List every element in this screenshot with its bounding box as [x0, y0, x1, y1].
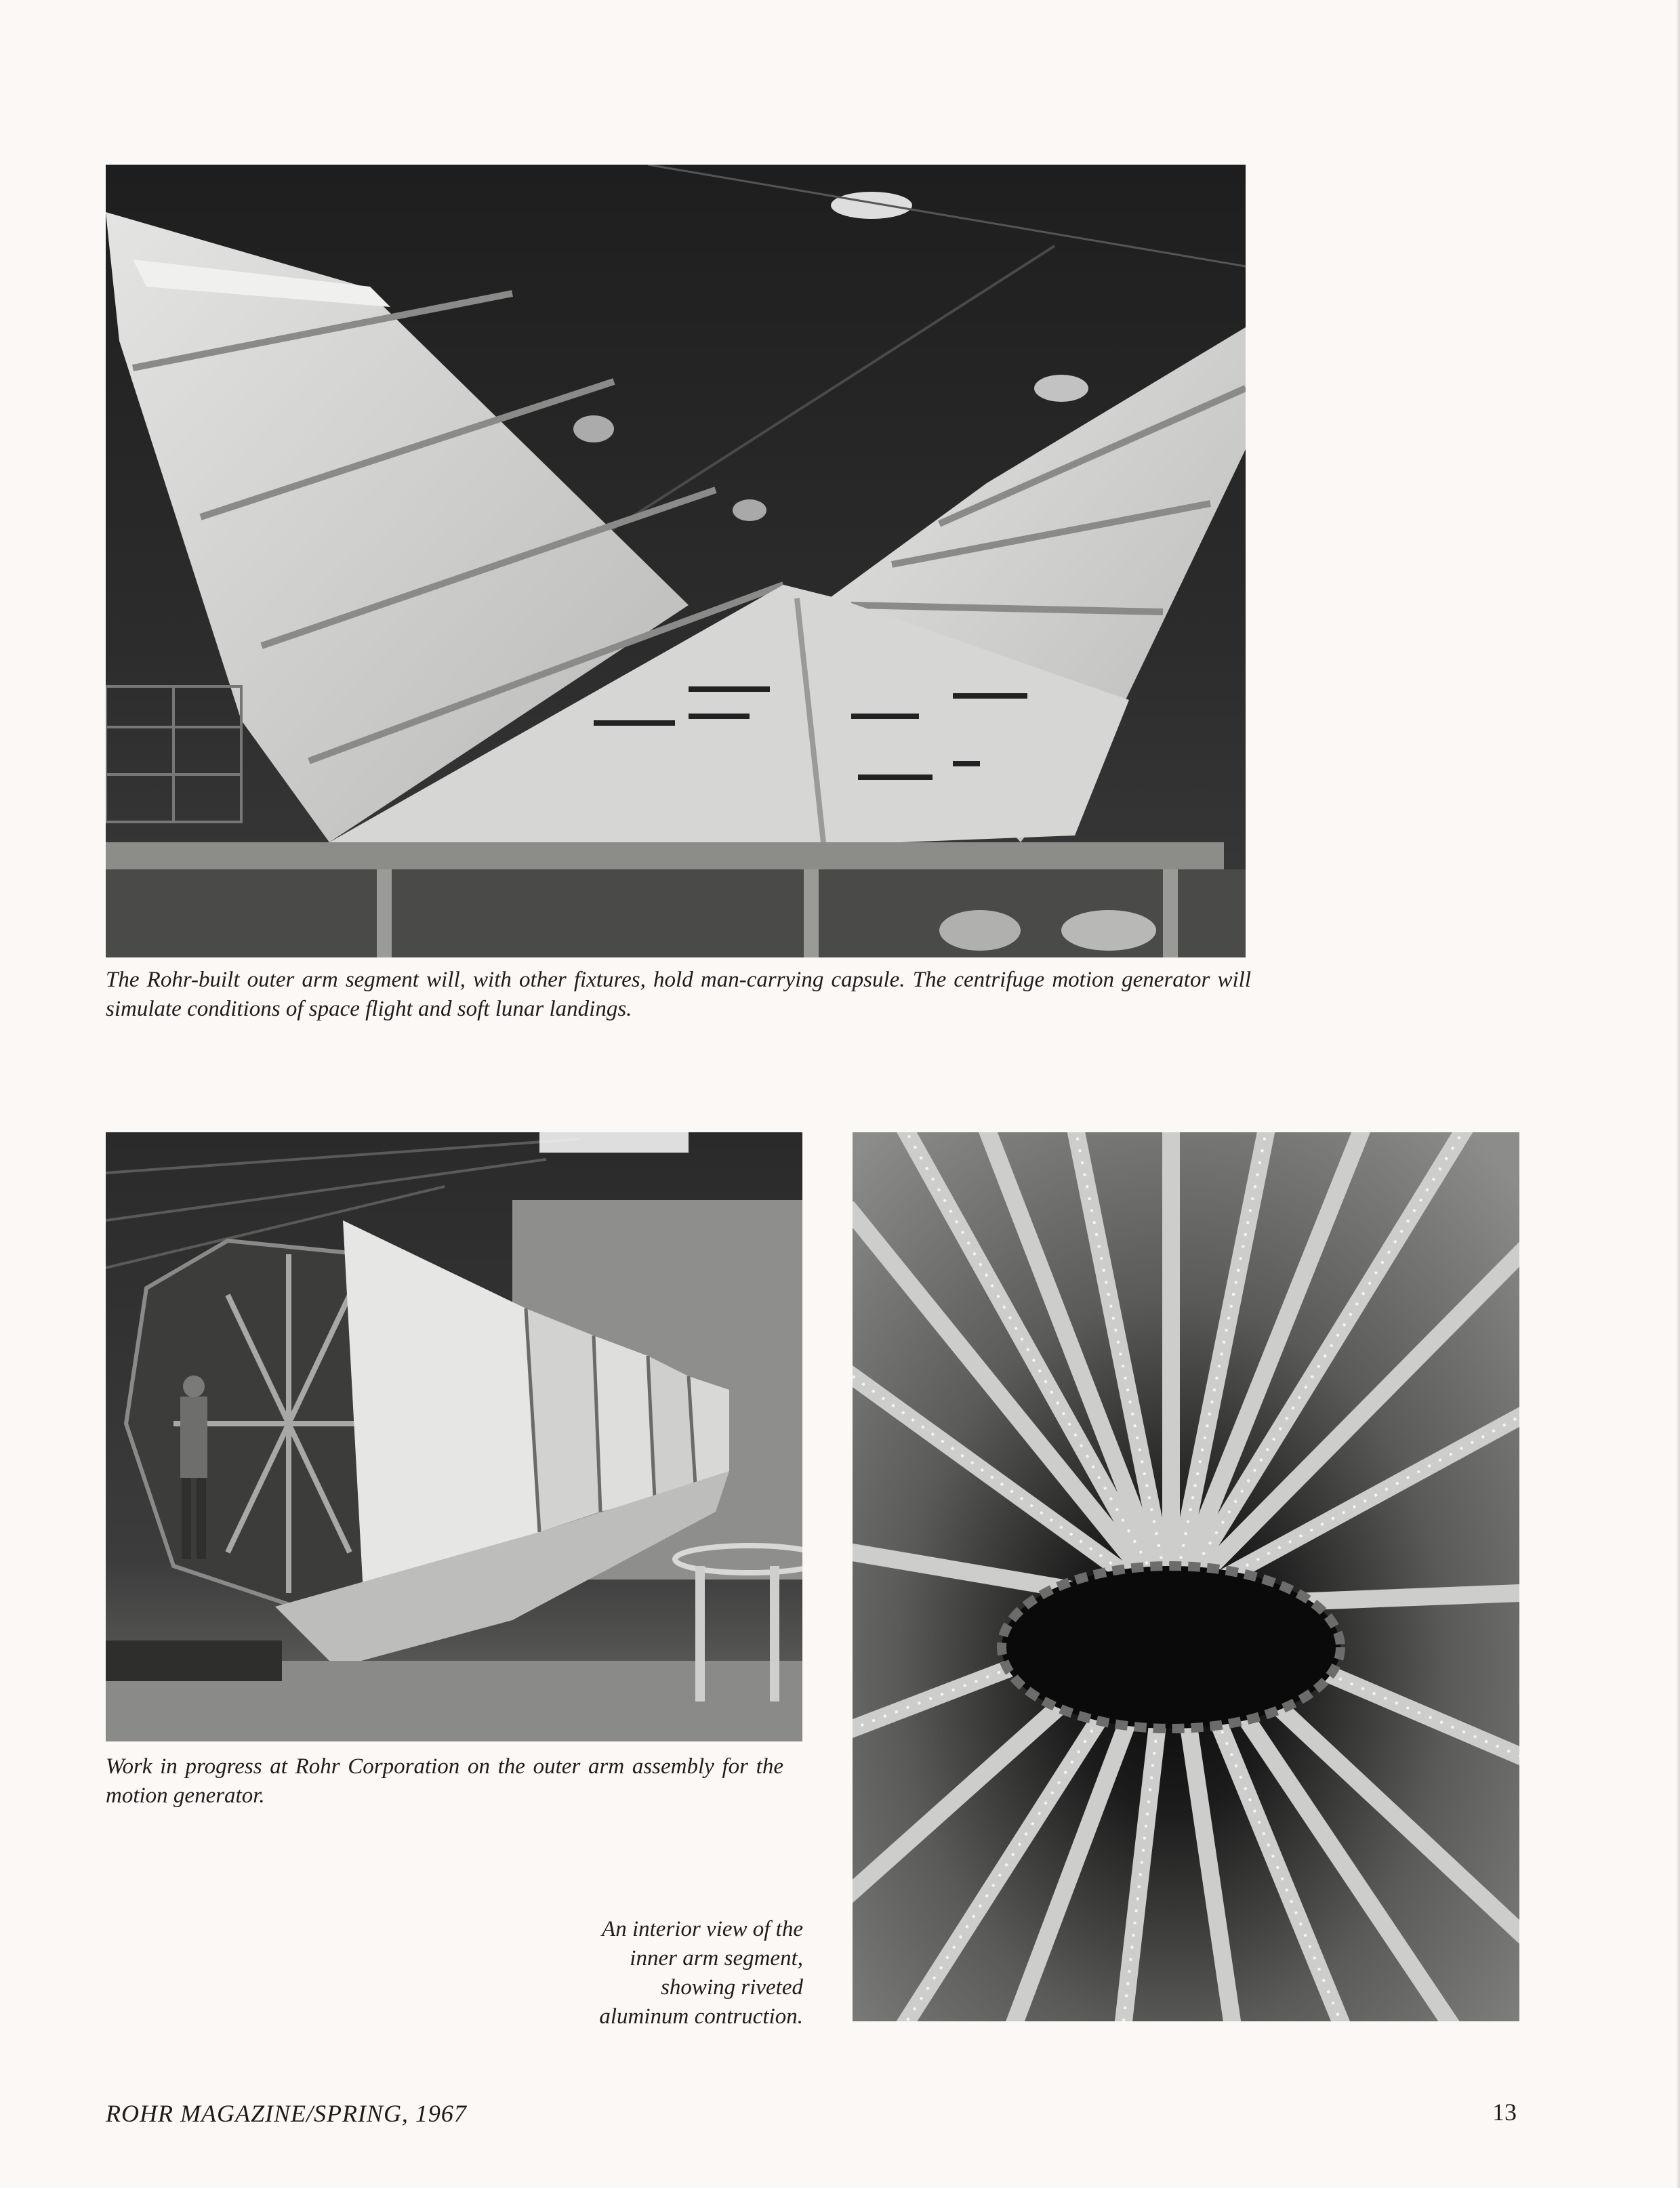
footer-magazine-title: ROHR MAGAZINE/SPRING, 1967	[106, 2100, 467, 2127]
page-number: 13	[1492, 2099, 1517, 2126]
page-edge	[1676, 0, 1680, 2188]
caption-interior-line-3: showing riveted	[661, 1975, 803, 2000]
photo-work-in-progress	[106, 1132, 802, 1741]
caption-work-in-progress: Work in progress at Rohr Corporation on the outer arm assembly for the motion generator.	[106, 1754, 783, 1808]
caption-interior-view	[474, 1915, 803, 2031]
caption-interior-line-1: An interior view of the	[602, 1917, 803, 1941]
work-in-progress-illustration	[106, 1132, 802, 1741]
caption-interior-line-4: aluminum contruction.	[599, 2004, 803, 2029]
caption-outer-arm-segment: The Rohr-built outer arm segment will, with other fixtures, hold man-carrying capsule. The centrifuge motion generator will simulate conditions of space flight and soft lunar landings.	[106, 968, 1251, 1021]
interior-view-illustration	[853, 1132, 1519, 2021]
photo-interior-view	[853, 1132, 1519, 2021]
caption-interior-line-2: inner arm segment,	[630, 1946, 803, 1970]
outer-arm-segment-illustration	[106, 165, 1246, 957]
photo-outer-arm-segment	[106, 165, 1246, 957]
